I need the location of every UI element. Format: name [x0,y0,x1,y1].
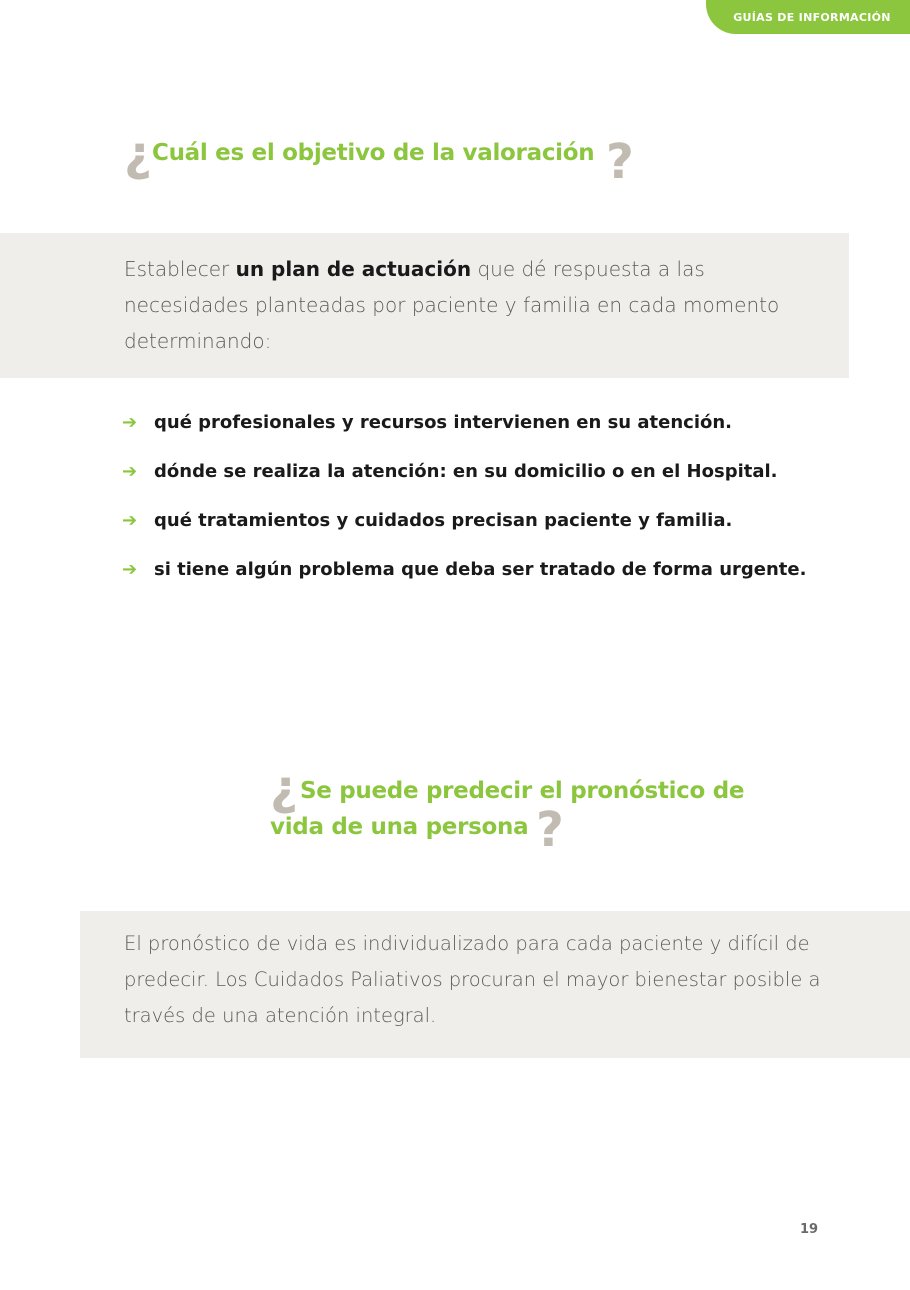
open-question-mark: ¿ [270,760,298,816]
prognosis-paragraph: El pronóstico de vida es individualizado para cada paciente y difícil de predecir. Los Cuidados Paliativos procuran el mayor bienestar posible a través de una atención integral. [124,932,821,1027]
intro-suffix: que dé respuesta a las necesidades planteadas por paciente y familia en cada momento determinando: [124,257,780,353]
list-item-text: dónde se realiza la atención: en su domicilio o en el Hospital. [154,461,778,482]
list-item [122,447,806,496]
list-item [122,496,806,545]
section2-title-line2: vida de una persona [270,814,529,840]
objective-list [122,398,806,594]
page-number: 19 [800,1222,819,1237]
close-question-mark: ? [536,802,564,858]
intro-prefix: Establecer [124,257,236,281]
right-arrow-icon: ➔ [122,559,138,580]
close-question-mark: ? [606,134,634,190]
list-item-text: qué profesionales y recursos intervienen en su atención. [154,412,733,433]
open-question-mark: ¿ [124,126,152,182]
list-item [122,398,806,447]
list-item [122,545,806,594]
section-tab [706,0,910,34]
intro-bold: un plan de actuación [235,257,472,281]
section1-title: Cuál es el objetivo de la valoración [152,140,595,166]
list-item-text: si tiene algún problema que deba ser tratado de forma urgente. [154,559,807,580]
section1-heading [124,126,684,190]
section-tab-label: GUÍAS DE INFORMACIÓN [733,10,891,24]
right-arrow-icon: ➔ [122,412,138,433]
section2-title-line1: Se puede predecir el pronóstico de [300,778,745,804]
section2-heading [270,760,790,868]
right-arrow-icon: ➔ [122,461,138,482]
intro-paragraph [124,251,824,359]
list-item-text: qué tratamientos y cuidados precisan paciente y familia. [154,510,733,531]
right-arrow-icon: ➔ [122,510,138,531]
